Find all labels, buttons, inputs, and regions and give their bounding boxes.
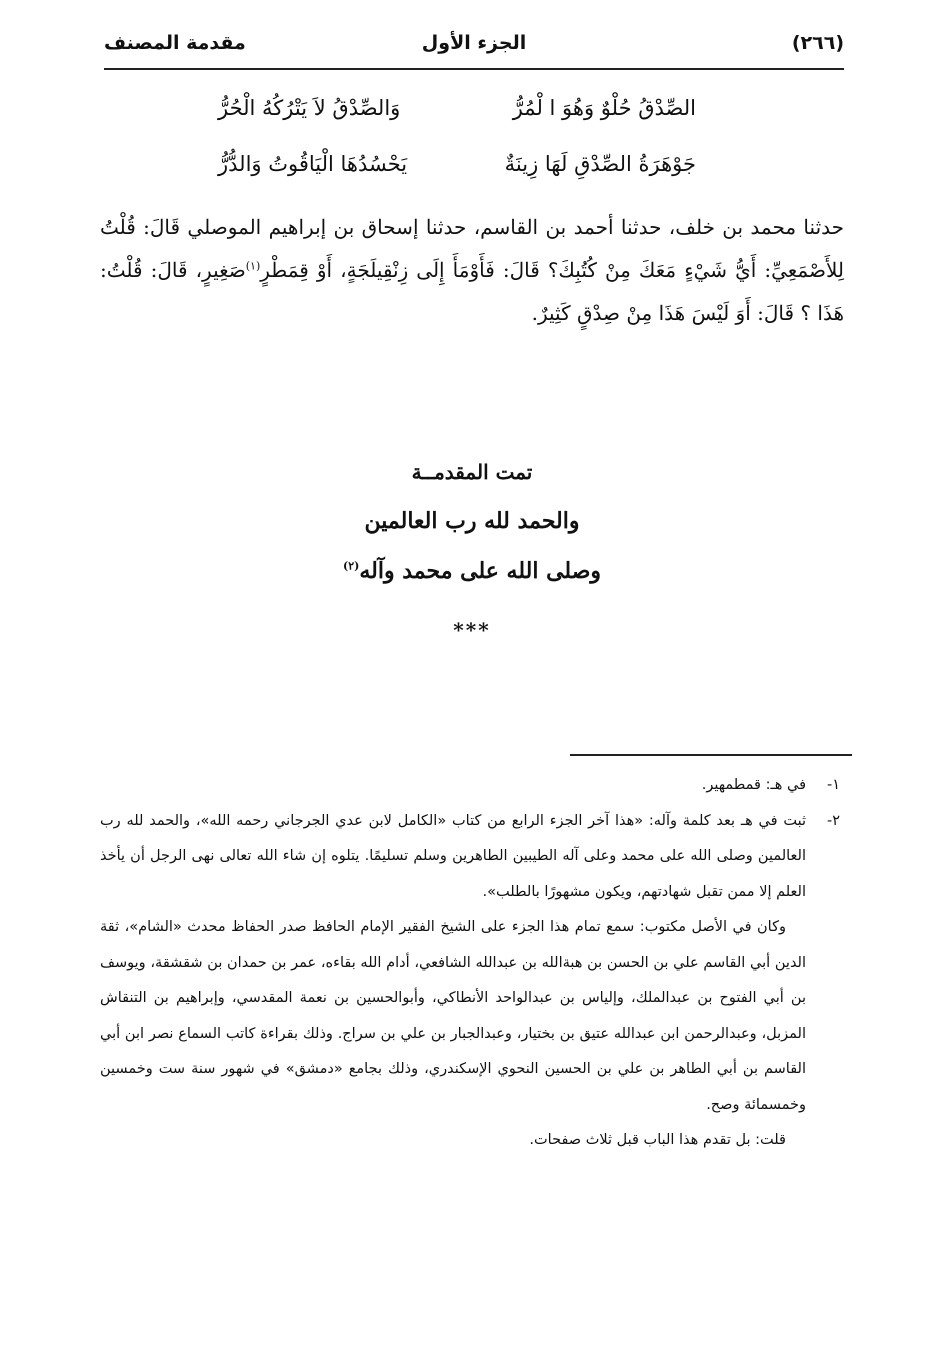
closing-end-of-introduction: تمت المقدمــة: [411, 460, 533, 484]
footnote-2-text: ثبت في هـ بعد كلمة وآله: «هذا آخر الجزء الرابع من كتاب «الكامل لابن عدي الجرجاني رحمه الله»، والحمد لله رب العالمين وصلى الله على محمد وعلى آله الطيبين الطاهرين وسلم تسليمًا. يتلوه إن شاء الله تعالى نهى الرجل أن يأخذ العلم إلا ممن تقبل شهادتهم، ويكون مشهورًا بالطلب».: [100, 812, 806, 900]
poem-line1-second-hemistich: وَالصِّدْقُ لاَ يَتْرُكُهُ الْحُرُّ: [218, 96, 401, 120]
footnote-2: [100, 804, 840, 911]
poem-line2-first-hemistich: جَوْهَرَةُ الصِّدْقِ لَهَا زِينَةٌ: [504, 152, 696, 176]
narration-paragraph: [100, 206, 844, 335]
closing-blessing-text: وصلى الله على محمد وآله: [359, 558, 602, 584]
footnote-2-remark: قلت: بل تقدم هذا الباب قبل ثلاث صفحات.: [529, 1132, 786, 1148]
poem-line1-first-hemistich: الصِّدْقُ حُلْوٌ وَهُوَ ا لْمُرُّ: [512, 96, 696, 120]
footnote-2-colophon: وكان في الأصل مكتوب: سمع تمام هذا الجزء على الشيخ الفقير الإمام الحافظ صدر الحفاظ محدث «الشام»، ثقة الدين أبي القاسم علي بن الحسن بن هبةالله بن عبدالله الشافعي، أدام الله بقاءه، عمر بن حمدان بن شقشقة، ويوسف بن أبي الفتوح بن عبدالملك، وإلياس بن عبدالواحد الأنطاكي، وأبوالحسين بن نعمة المقدسي، وإبراهيم بن التنقاش المزبل، وعبدالرحمن ابن عبدالله عتيق بن بختيار، وعبدالجبار بن علي بن سراج. وذلك بقراءة كاتب السماع نصر ابن أبي القاسم بن أبي الطاهر بن علي بن الحسين النحوي الإسكندري، وذلك بجامع «دمشق» في شهور سنة ست وخمسين وخمسمائة وصح.: [100, 919, 806, 1113]
volume-title: الجزء الأول: [421, 32, 527, 54]
footnote-1: [100, 768, 840, 804]
footnote-2-number: ٢-: [826, 812, 840, 829]
closing-praise: والحمد لله رب العالمين: [364, 508, 580, 534]
header-divider: [104, 68, 844, 70]
closing-blessing: [0, 558, 944, 584]
footnote-ref-2: (٢): [342, 559, 360, 573]
narration-text-part2: صَغِيرٍ، قَالَ: قُلْتُ: هَذَا ؟ قَالَ: أَوَ لَيْسَ هَذَا مِنْ صِدْقٍ كَثِيرٌ.: [100, 258, 844, 325]
narration-text-part1: حدثنا محمد بن خلف، حدثنا أحمد بن القاسم، حدثنا إسحاق بن إبراهيم الموصلي قَالَ: قُلْتُ لِلأَصْمَعِيِّ: أَيُّ شَيْءٍ مَعَكَ مِنْ كُتُبِكَ؟ قَالَ: فَأَوْمَأَ إِلَى زِنْقِيلَجَةٍ، أَوْ قِمَطْرٍ: [100, 215, 844, 282]
section-separator-stars: ***: [453, 618, 491, 642]
footnote-1-number: ١-: [826, 777, 840, 793]
poem-line2-second-hemistich: يَحْسُدُهَا الْيَاقُوتُ وَالدُّرُّ: [218, 152, 408, 176]
footnote-ref-1: (١): [245, 259, 261, 273]
footnotes: [100, 768, 840, 1159]
running-header: [104, 26, 844, 66]
page-number: (٢٦٦): [791, 32, 844, 54]
section-title: مقدمة المصنف: [104, 32, 246, 54]
footnote-divider: [570, 754, 852, 756]
footnote-1-text: في هـ: قمطمهير.: [701, 777, 806, 793]
